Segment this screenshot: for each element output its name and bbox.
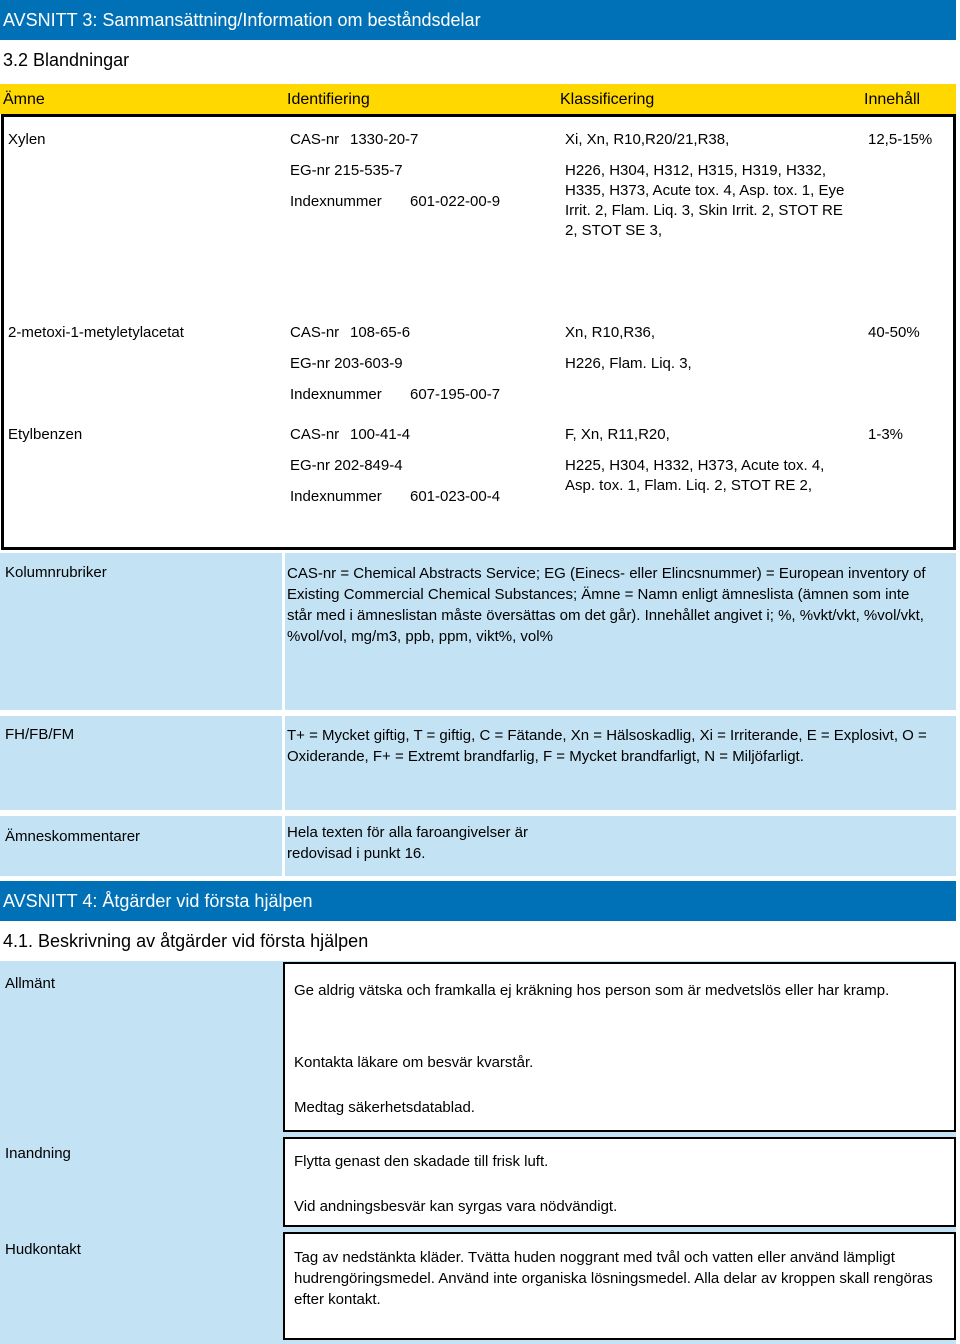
general-item-3: Medtag säkerhetsdatablad. <box>286 1088 953 1128</box>
inhalation-box <box>283 1137 956 1227</box>
index-number: 601-022-00-9 <box>410 193 501 210</box>
cas-label: CAS-nr <box>290 324 340 341</box>
column-content: Innehåll <box>864 91 921 108</box>
note-text-cell <box>285 716 956 810</box>
skin-item-1: Tag av nedstänkta kläder. Tvätta huden noggrant med tvål och vatten eller använd lämpligt hudrengöringsmedel. Använd inte organiska lösningsmedel. Alla delar av kroppen skall rengöras efter kontakt. <box>286 1235 953 1335</box>
eg-number: EG-nr 202-849-4 <box>290 457 403 474</box>
section-4-subtitle: 4.1. Beskrivning av åtgärder vid första hjälpen <box>3 931 369 951</box>
index-label: Indexnummer <box>290 386 382 403</box>
substance-name: Etylbenzen <box>8 426 83 443</box>
column-classification: Klassificering <box>560 91 655 108</box>
inhalation-item-1: Flytta genast den skadade till frisk luft. <box>286 1140 953 1183</box>
section-3-title: AVSNITT 3: Sammansättning/Information om beståndsdelar <box>3 10 481 30</box>
general-item-1: Ge aldrig vätska och framkalla ej kräkning hos person som är medvetslös eller har kramp. <box>286 965 953 1023</box>
note-label-cell <box>0 553 282 710</box>
classification-h: H225, H304, H332, H373, Acute tox. 4, Asp. tox. 1, Flam. Liq. 2, STOT RE 2, <box>565 457 825 494</box>
cas-number: 108-65-6 <box>350 324 411 341</box>
classification-r: Xn, R10,R36, <box>565 324 656 341</box>
note-label-columns: Kolumnrubriker <box>5 564 107 581</box>
table-row <box>0 128 956 258</box>
note-label-hazards: FH/FB/FM <box>5 726 75 743</box>
note-label-cell <box>0 716 282 810</box>
classification-h: H226, H304, H312, H315, H319, H332, H335, H373, Acute tox. 4, Asp. tox. 1, Eye Irrit. 2, Flam. Liq. 3, Skin Irrit. 2, STOT RE 2, STOT SE 3, <box>565 162 845 239</box>
label-inhalation: Inandning <box>5 1145 71 1162</box>
note-label-cell <box>0 816 282 876</box>
cas-number: 100-41-4 <box>350 426 411 443</box>
general-item-2: Kontakta läkare om besvär kvarstår. <box>286 1042 953 1077</box>
classification-r: Xi, Xn, R10,R20/21,R38, <box>565 131 730 148</box>
table-row <box>0 425 956 525</box>
content-value: 40-50% <box>868 324 920 341</box>
classification-r: F, Xn, R11,R20, <box>565 426 670 443</box>
label-general: Allmänt <box>5 975 56 992</box>
column-substance: Ämne <box>3 91 45 108</box>
index-number: 607-195-00-7 <box>410 386 501 403</box>
note-text-columns: CAS-nr = Chemical Abstracts Service; EG (Einecs- eller Elincsnummer) = European inventory of Existing Commercial Chemical Substances; Ämne = Namn enligt ämneslista (ämnen som inte står med i ämneslistan måste översättas om det går). Innehållet angivet i; %, %vkt/vkt, %vol/vkt, %vol/vol, mg/m3, ppb, ppm, vikt%, vol% <box>287 565 926 645</box>
note-text-hazards: T+ = Mycket giftig, T = giftig, C = Fätande, Xn = Hälsoskadlig, Xi = Irriterande, E = Explosivt, O = Oxiderande, F+ = Extremt brandfarlig, F = Mycket brandfarligt, N = Miljöfarligt. <box>287 727 927 765</box>
note-text-comments: Hela texten för alla faroangivelser är redovisad i punkt 16. <box>287 824 528 862</box>
skin-box <box>283 1232 956 1340</box>
substance-name: Xylen <box>8 131 46 148</box>
index-label: Indexnummer <box>290 488 382 505</box>
section-4-title: AVSNITT 4: Åtgärder vid första hjälpen <box>3 891 313 911</box>
note-text-cell <box>285 816 956 876</box>
note-label-comments: Ämneskommentarer <box>5 828 141 845</box>
section-4-header <box>0 881 956 921</box>
general-box <box>283 962 956 1132</box>
cas-label: CAS-nr <box>290 426 340 443</box>
section-3-subtitle: 3.2 Blandningar <box>3 50 130 70</box>
table-column-header <box>0 84 956 114</box>
cas-label: CAS-nr <box>290 131 340 148</box>
label-skin: Hudkontakt <box>5 1241 81 1258</box>
cas-number: 1330-20-7 <box>350 131 419 148</box>
index-number: 601-023-00-4 <box>410 488 501 505</box>
classification-h: H226, Flam. Liq. 3, <box>565 355 692 372</box>
table-row <box>0 321 956 411</box>
content-value: 1-3% <box>868 426 904 443</box>
inhalation-item-2: Vid andningsbesvär kan syrgas vara nödvändigt. <box>286 1187 953 1223</box>
column-identification: Identifiering <box>287 91 370 108</box>
section-3-header <box>0 0 956 40</box>
substance-name: 2-metoxi-1-metyletylacetat <box>8 324 184 341</box>
note-text-cell <box>285 553 956 710</box>
eg-number: EG-nr 215-535-7 <box>290 162 403 179</box>
content-value: 12,5-15% <box>868 131 933 148</box>
eg-number: EG-nr 203-603-9 <box>290 355 403 372</box>
index-label: Indexnummer <box>290 193 382 210</box>
